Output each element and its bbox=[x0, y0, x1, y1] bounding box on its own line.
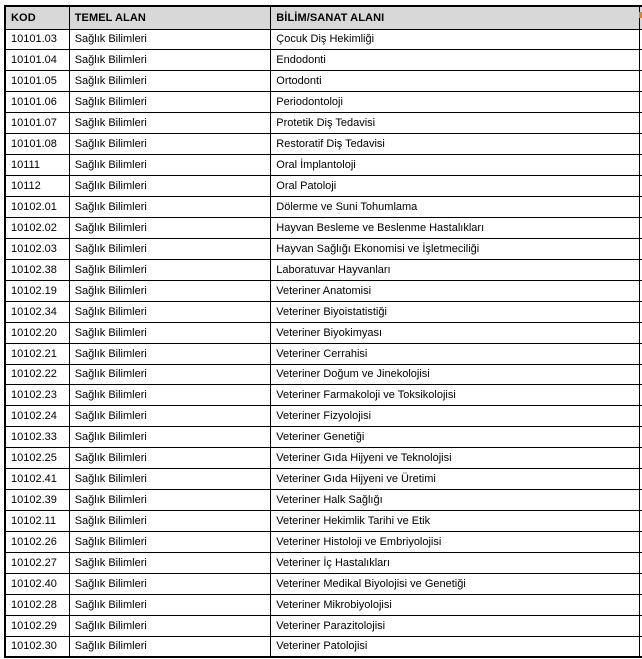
cell-temel-alan: Sağlık Bilimleri bbox=[69, 259, 271, 280]
cell-kod: 10101.06 bbox=[5, 92, 69, 113]
cell-kod: 10102.27 bbox=[5, 552, 69, 573]
cell-temel-alan: Sağlık Bilimleri bbox=[69, 427, 271, 448]
table-row bbox=[5, 594, 642, 615]
table-row bbox=[5, 134, 642, 155]
table-row bbox=[5, 490, 642, 511]
table-row bbox=[5, 322, 642, 343]
cell-kod: 10102.22 bbox=[5, 364, 69, 385]
cell-kod: 10101.05 bbox=[5, 71, 69, 92]
cell-kod: 10102.02 bbox=[5, 217, 69, 238]
table-row bbox=[5, 92, 642, 113]
table-row bbox=[5, 511, 642, 532]
table-container bbox=[4, 5, 642, 659]
cell-kod: 10102.03 bbox=[5, 238, 69, 259]
cell-temel-alan: Sağlık Bilimleri bbox=[69, 197, 271, 218]
table-row bbox=[5, 259, 642, 280]
table-row bbox=[5, 406, 642, 427]
cell-temel-alan: Sağlık Bilimleri bbox=[69, 385, 271, 406]
cell-temel-alan: Sağlık Bilimleri bbox=[69, 113, 271, 134]
cell-kod: 10101.04 bbox=[5, 50, 69, 71]
cell-bilim-sanat-alani: Veteriner Patolojisi bbox=[271, 636, 640, 657]
table-row bbox=[5, 280, 642, 301]
cell-bilim-sanat-alani: Hayvan Sağlığı Ekonomisi ve İşletmeciliği bbox=[271, 238, 640, 259]
cell-temel-alan: Sağlık Bilimleri bbox=[69, 238, 271, 259]
table-row bbox=[5, 71, 642, 92]
cell-bilim-sanat-alani: Ortodonti bbox=[271, 71, 640, 92]
cell-temel-alan: Sağlık Bilimleri bbox=[69, 406, 271, 427]
table-row bbox=[5, 155, 642, 176]
table-row bbox=[5, 301, 642, 322]
cell-bilim-sanat-alani: Veteriner İç Hastalıkları bbox=[271, 552, 640, 573]
cell-kod: 10102.25 bbox=[5, 448, 69, 469]
cell-temel-alan: Sağlık Bilimleri bbox=[69, 176, 271, 197]
cell-bilim-sanat-alani: Veteriner Doğum ve Jinekolojisi bbox=[271, 364, 640, 385]
cell-temel-alan: Sağlık Bilimleri bbox=[69, 134, 271, 155]
cell-kod: 10101.08 bbox=[5, 134, 69, 155]
table-row bbox=[5, 532, 642, 553]
cell-temel-alan: Sağlık Bilimleri bbox=[69, 364, 271, 385]
table-row bbox=[5, 552, 642, 573]
cell-kod: 10111 bbox=[5, 155, 69, 176]
cell-temel-alan: Sağlık Bilimleri bbox=[69, 92, 271, 113]
table-row bbox=[5, 197, 642, 218]
column-header-bilim-sanat-alani: BİLİM/SANAT ALANI bbox=[271, 6, 640, 29]
cell-bilim-sanat-alani: Hayvan Besleme ve Beslenme Hastalıkları bbox=[271, 217, 640, 238]
cell-temel-alan: Sağlık Bilimleri bbox=[69, 280, 271, 301]
cell-kod: 10102.33 bbox=[5, 427, 69, 448]
cell-kod: 10102.28 bbox=[5, 594, 69, 615]
table-row bbox=[5, 238, 642, 259]
cell-bilim-sanat-alani: Veteriner Mikrobiyolojisi bbox=[271, 594, 640, 615]
cell-kod: 10102.29 bbox=[5, 615, 69, 636]
cell-temel-alan: Sağlık Bilimleri bbox=[69, 301, 271, 322]
table-row bbox=[5, 176, 642, 197]
cell-temel-alan: Sağlık Bilimleri bbox=[69, 322, 271, 343]
cell-temel-alan: Sağlık Bilimleri bbox=[69, 552, 271, 573]
cell-kod: 10102.38 bbox=[5, 259, 69, 280]
table-row bbox=[5, 385, 642, 406]
table-row bbox=[5, 364, 642, 385]
cell-bilim-sanat-alani: Restoratif Diş Tedavisi bbox=[271, 134, 640, 155]
cell-kod: 10102.23 bbox=[5, 385, 69, 406]
cell-kod: 10102.34 bbox=[5, 301, 69, 322]
cell-bilim-sanat-alani: Veteriner Hekimlik Tarihi ve Etik bbox=[271, 511, 640, 532]
cell-kod: 10102.39 bbox=[5, 490, 69, 511]
table-row bbox=[5, 469, 642, 490]
cell-temel-alan: Sağlık Bilimleri bbox=[69, 490, 271, 511]
cell-bilim-sanat-alani: Protetik Diş Tedavisi bbox=[271, 113, 640, 134]
cell-bilim-sanat-alani: Endodonti bbox=[271, 50, 640, 71]
cell-temel-alan: Sağlık Bilimleri bbox=[69, 615, 271, 636]
cell-bilim-sanat-alani: Veteriner Cerrahisi bbox=[271, 343, 640, 364]
cell-kod: 10102.21 bbox=[5, 343, 69, 364]
table-row bbox=[5, 50, 642, 71]
cell-kod: 10102.19 bbox=[5, 280, 69, 301]
table-row bbox=[5, 343, 642, 364]
cell-kod: 10102.24 bbox=[5, 406, 69, 427]
cell-kod: 10101.03 bbox=[5, 29, 69, 50]
cell-temel-alan: Sağlık Bilimleri bbox=[69, 594, 271, 615]
cell-temel-alan: Sağlık Bilimleri bbox=[69, 217, 271, 238]
cell-bilim-sanat-alani: Periodontoloji bbox=[271, 92, 640, 113]
alan-kod-table bbox=[4, 5, 642, 658]
cell-bilim-sanat-alani: Veteriner Gıda Hijyeni ve Üretimi bbox=[271, 469, 640, 490]
cell-kod: 10102.30 bbox=[5, 636, 69, 657]
cell-temel-alan: Sağlık Bilimleri bbox=[69, 573, 271, 594]
cell-kod: 10102.20 bbox=[5, 322, 69, 343]
cell-bilim-sanat-alani: Veteriner Parazitolojisi bbox=[271, 615, 640, 636]
table-row bbox=[5, 113, 642, 134]
cell-bilim-sanat-alani: Veteriner Fizyolojisi bbox=[271, 406, 640, 427]
table-row bbox=[5, 29, 642, 50]
cell-kod: 10102.11 bbox=[5, 511, 69, 532]
cell-temel-alan: Sağlık Bilimleri bbox=[69, 511, 271, 532]
cell-temel-alan: Sağlık Bilimleri bbox=[69, 343, 271, 364]
cell-kod: 10112 bbox=[5, 176, 69, 197]
cell-temel-alan: Sağlık Bilimleri bbox=[69, 50, 271, 71]
cell-bilim-sanat-alani: Oral Patoloji bbox=[271, 176, 640, 197]
cell-kod: 10102.41 bbox=[5, 469, 69, 490]
cell-bilim-sanat-alani: Dölerme ve Suni Tohumlama bbox=[271, 197, 640, 218]
cell-bilim-sanat-alani: Veteriner Genetiği bbox=[271, 427, 640, 448]
cell-bilim-sanat-alani: Veteriner Biyoistatistiği bbox=[271, 301, 640, 322]
cell-kod: 10102.01 bbox=[5, 197, 69, 218]
table-row bbox=[5, 615, 642, 636]
table-row bbox=[5, 427, 642, 448]
cell-bilim-sanat-alani: Veteriner Biyokimyası bbox=[271, 322, 640, 343]
cell-bilim-sanat-alani: Laboratuvar Hayvanları bbox=[271, 259, 640, 280]
cell-temel-alan: Sağlık Bilimleri bbox=[69, 469, 271, 490]
cell-temel-alan: Sağlık Bilimleri bbox=[69, 448, 271, 469]
cell-temel-alan: Sağlık Bilimleri bbox=[69, 155, 271, 176]
cell-temel-alan: Sağlık Bilimleri bbox=[69, 29, 271, 50]
cell-temel-alan: Sağlık Bilimleri bbox=[69, 532, 271, 553]
cell-kod: 10101.07 bbox=[5, 113, 69, 134]
table-row bbox=[5, 448, 642, 469]
cell-bilim-sanat-alani: Veteriner Histoloji ve Embriyolojisi bbox=[271, 532, 640, 553]
cell-bilim-sanat-alani: Veteriner Medikal Biyolojisi ve Genetiği bbox=[271, 573, 640, 594]
table-row bbox=[5, 636, 642, 657]
table-row bbox=[5, 217, 642, 238]
cell-temel-alan: Sağlık Bilimleri bbox=[69, 636, 271, 657]
cell-bilim-sanat-alani: Veteriner Farmakoloji ve Toksikolojisi bbox=[271, 385, 640, 406]
column-header-temel-alan: TEMEL ALAN bbox=[69, 6, 271, 29]
cell-temel-alan: Sağlık Bilimleri bbox=[69, 71, 271, 92]
cell-bilim-sanat-alani: Çocuk Diş Hekimliği bbox=[271, 29, 640, 50]
cell-bilim-sanat-alani: Veteriner Gıda Hijyeni ve Teknolojisi bbox=[271, 448, 640, 469]
cell-bilim-sanat-alani: Oral İmplantoloji bbox=[271, 155, 640, 176]
column-header-kod: KOD bbox=[5, 6, 69, 29]
cell-bilim-sanat-alani: Veteriner Anatomisi bbox=[271, 280, 640, 301]
cell-bilim-sanat-alani: Veteriner Halk Sağlığı bbox=[271, 490, 640, 511]
cell-kod: 10102.26 bbox=[5, 532, 69, 553]
table-row bbox=[5, 573, 642, 594]
cell-kod: 10102.40 bbox=[5, 573, 69, 594]
table-body bbox=[5, 29, 642, 657]
table-header-row bbox=[5, 6, 642, 29]
